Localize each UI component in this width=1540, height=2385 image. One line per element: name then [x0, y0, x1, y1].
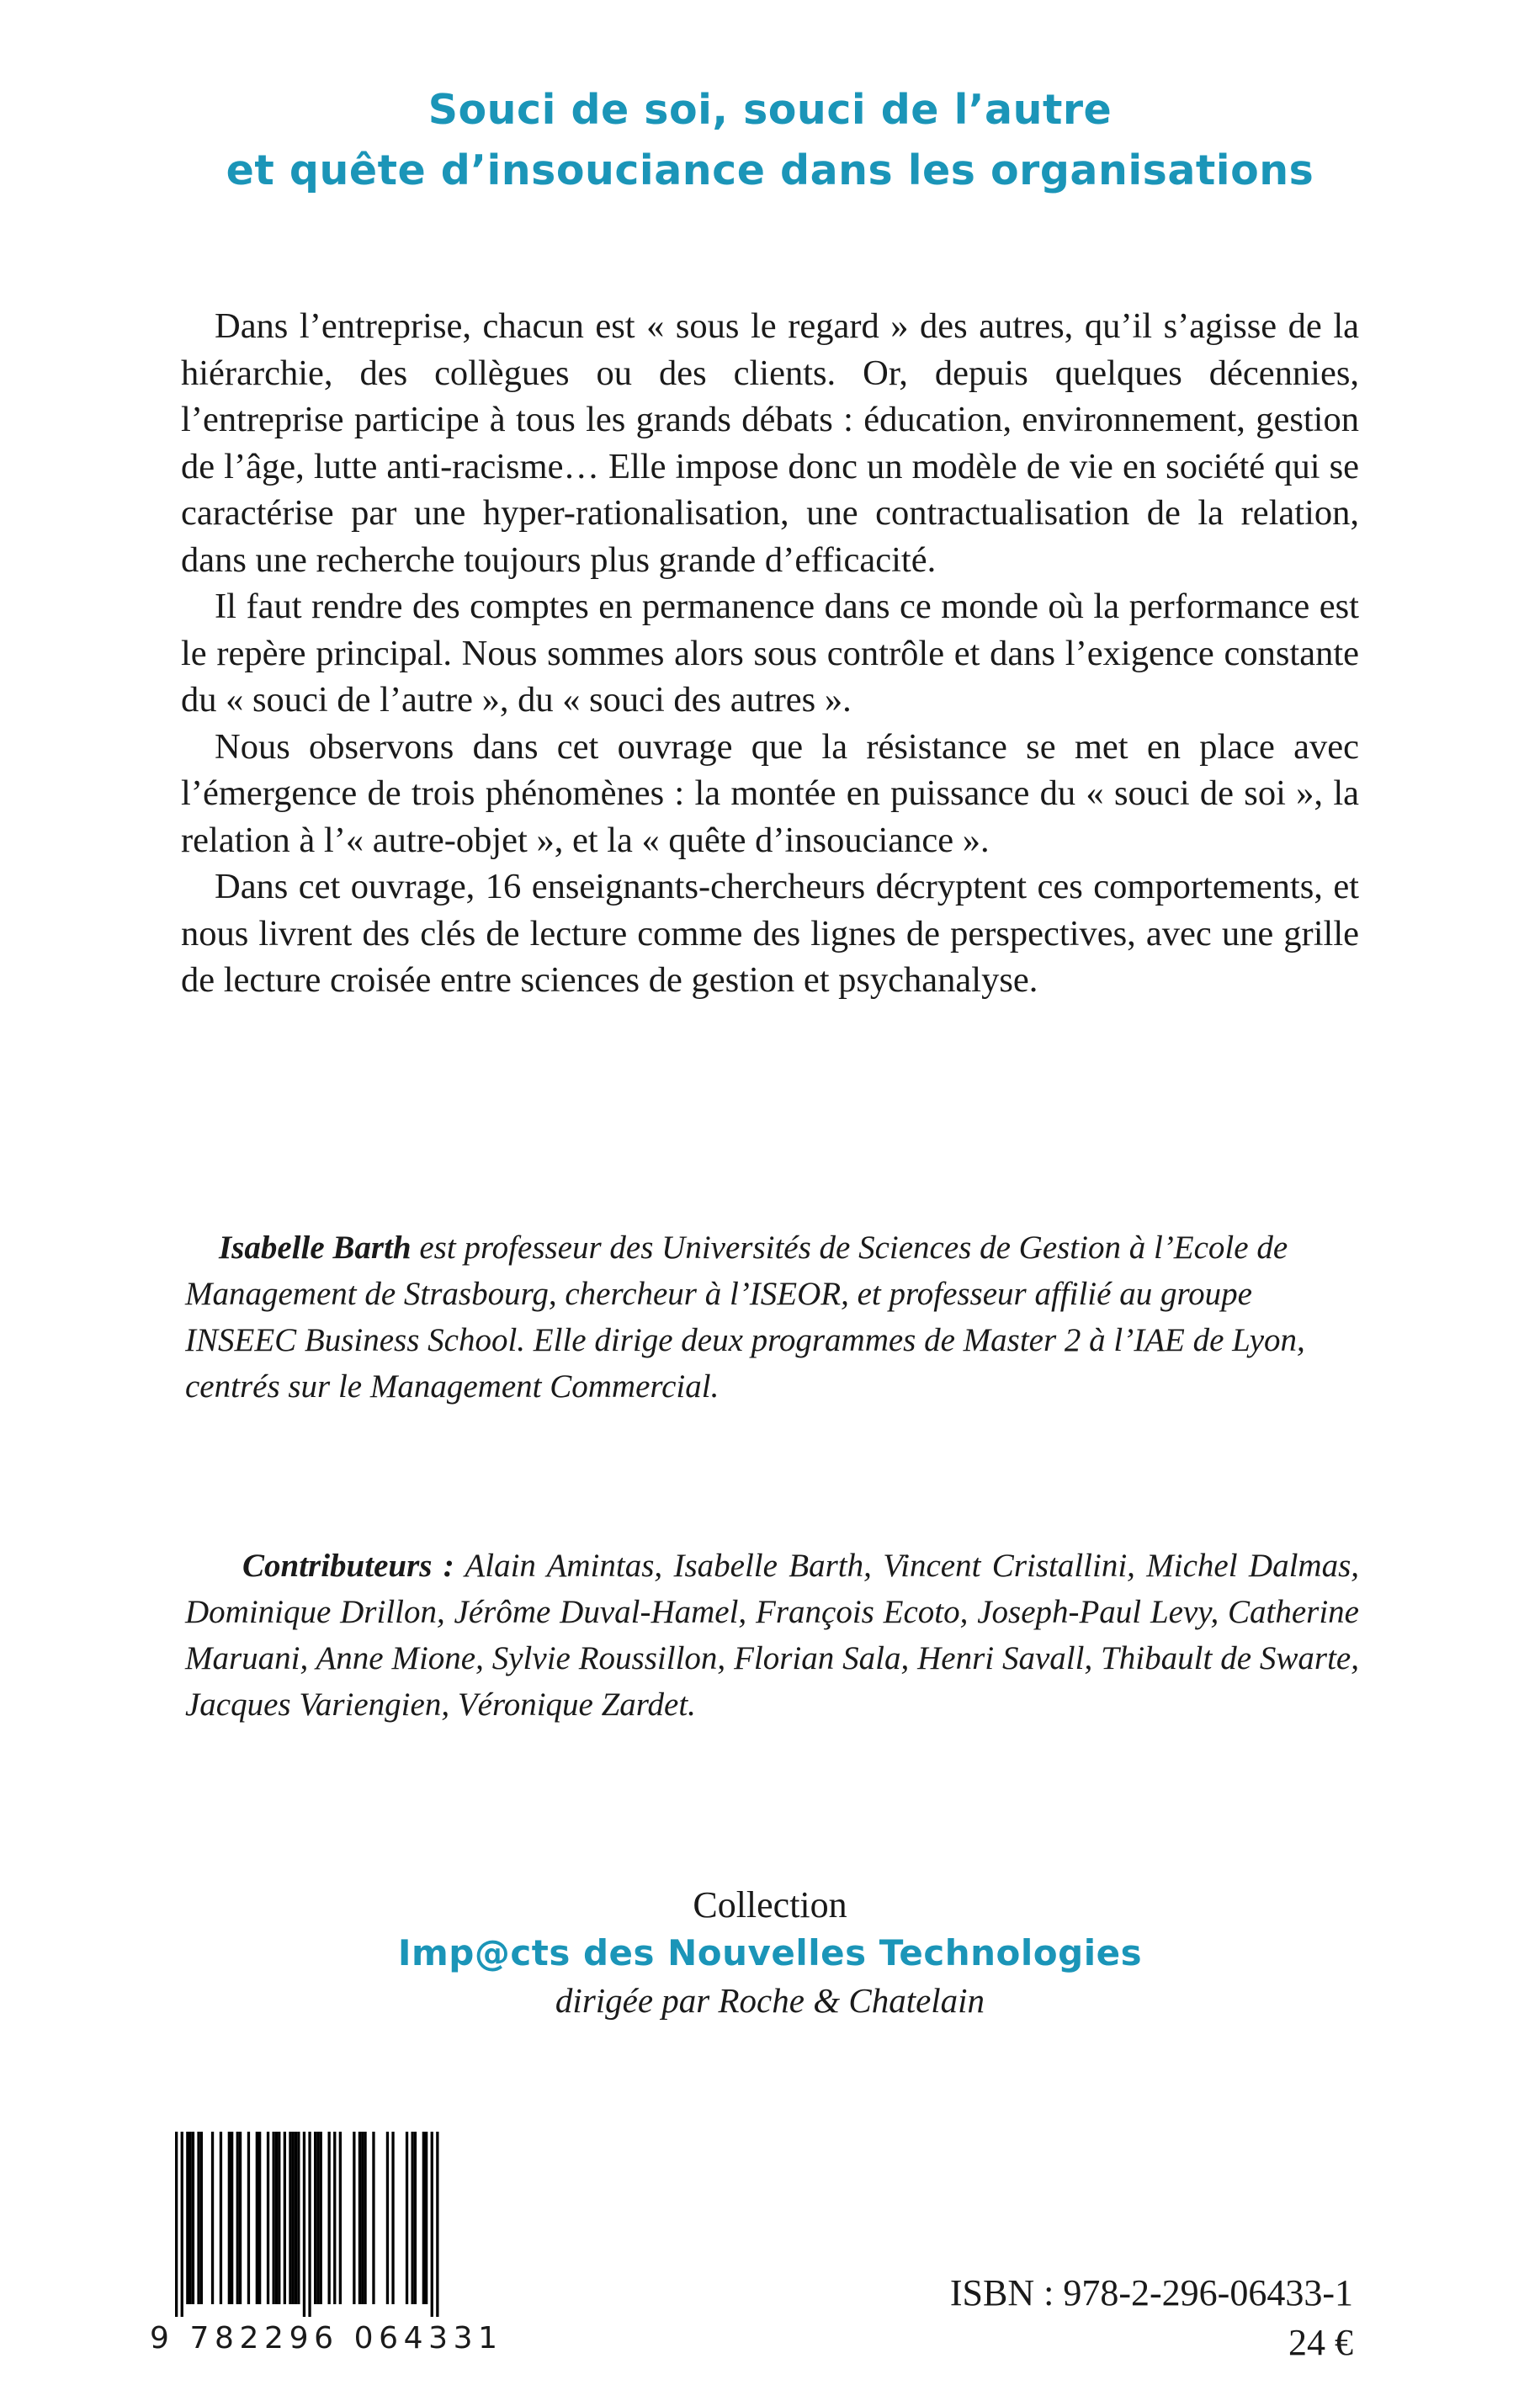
- barcode-bar: [406, 2132, 408, 2304]
- barcode-bar: [391, 2132, 394, 2304]
- summary-paragraph: Dans cet ouvrage, 16 enseignants-chercheurs décryptent ces comportements, et nous livrent des clés de lecture comme des lignes de perspectives, avec une grille de lecture croisée entre sciences de gestion et psychanalyse.: [181, 867, 1359, 1000]
- barcode-bar: [314, 2132, 316, 2304]
- summary-paragraph: Nous observons dans cet ouvrage que la résistance se met en place avec l’émergence de trois phénomènes : la montée en puissance du « souci de soi », la relation à l’« autre-objet », et la « quête d’insouciance ».: [181, 726, 1359, 860]
- barcode-bar: [284, 2132, 286, 2304]
- collection-label: Collection: [693, 1884, 847, 1926]
- barcode-bar: [431, 2132, 433, 2317]
- contributors-paragraph: [185, 1543, 1359, 1728]
- barcode-bar: [200, 2132, 203, 2304]
- barcode-bar: [239, 2132, 242, 2304]
- barcode-bar: [316, 2132, 319, 2304]
- contributors-label: Contributeurs :: [242, 1548, 454, 1584]
- contributors-names: Alain Amintas, Isabelle Barth, Vincent Cristallini, Michel Dalmas, Dominique Drillon, Jérôme Duval-Hamel, François Ecoto, Joseph-Paul Levy, Catherine Maruani, Anne Mione, Sylvie Roussillon, Florian Sala, Henri Savall, Thibault de Swarte, Jacques Variengien, Véronique Zardet.: [185, 1548, 1360, 1723]
- collection-director: dirigée par Roche & Chatelain: [555, 1981, 985, 2020]
- barcode-bar: [192, 2132, 194, 2304]
- barcode-bar: [292, 2132, 295, 2304]
- barcode-digits: 9 782296 064331: [150, 2321, 503, 2356]
- barcode-bar: [320, 2132, 322, 2304]
- book-title: [0, 80, 1540, 201]
- barcode-bar: [267, 2132, 269, 2304]
- author-bio-paragraph: [185, 1224, 1359, 1410]
- price: 24 €: [1288, 2322, 1353, 2363]
- barcode-bar: [231, 2132, 233, 2304]
- barcode-bar: [361, 2132, 364, 2304]
- contributors-block: [185, 1543, 1359, 1728]
- author-bio-text: est professeur des Universités de Sciences de Gestion à l’Ecole de Management de Strasbourg, chercheur à l’ISEOR, et professeur affilié au groupe INSEEC Business School. Elle dirige deux programmes de Master 2 à l’IAE de Lyon, centrés sur le Management Commercial.: [185, 1230, 1305, 1405]
- author-name: Isabelle Barth: [219, 1230, 412, 1266]
- barcode-bar: [181, 2132, 183, 2317]
- barcode-bar: [297, 2132, 300, 2304]
- barcode-bar: [414, 2132, 417, 2304]
- barcode-bar: [220, 2132, 222, 2304]
- barcode-bar: [258, 2132, 261, 2304]
- barcode-bar: [247, 2132, 250, 2304]
- barcode-bar: [412, 2132, 414, 2304]
- barcode-bar: [328, 2132, 331, 2304]
- barcode-bar: [422, 2132, 425, 2304]
- barcode-bar: [273, 2132, 275, 2304]
- barcode-bar: [278, 2132, 280, 2304]
- barcode-bar: [372, 2132, 374, 2304]
- barcode-bar: [175, 2132, 178, 2317]
- author-bio: [185, 1224, 1359, 1410]
- barcode-bar: [303, 2132, 305, 2317]
- barcode-bar: [236, 2132, 239, 2304]
- barcode-bars: [150, 2132, 466, 2317]
- barcode-bar: [197, 2132, 199, 2304]
- barcode-bar: [189, 2132, 192, 2304]
- barcode-bar: [308, 2132, 311, 2317]
- barcode-bar: [358, 2132, 361, 2304]
- collection-series-name: Imp@cts des Nouvelles Technologies: [397, 1932, 1143, 1973]
- barcode-bar: [211, 2132, 214, 2304]
- barcode-bar: [339, 2132, 342, 2304]
- barcode-bar: [333, 2132, 336, 2304]
- barcode-bar: [228, 2132, 231, 2304]
- collection-block: [0, 1882, 1540, 2023]
- barcode-bar: [386, 2132, 389, 2304]
- barcode-bar: [364, 2132, 366, 2304]
- book-title-line-1: Souci de soi, souci de l’autre: [427, 86, 1113, 134]
- isbn: ISBN : 978-2-296-06433-1: [949, 2272, 1353, 2313]
- barcode-bar: [256, 2132, 258, 2304]
- barcode-bar: [295, 2132, 297, 2304]
- barcode-bar: [425, 2132, 427, 2304]
- summary-paragraph: Dans l’entreprise, chacun est « sous le regard » des autres, qu’il s’agisse de la hiérarchie, des collègues ou des clients. Or, depuis quelques décennies, l’entreprise participe à tous les grands débats : éducation, environnement, gestion de l’âge, lutte anti-racisme… Elle impose donc un modèle de vie en société qui se caractérise par une hyper-rationalisation, une contractualisation de la relation, dans une recherche toujours plus grande d’efficacité.: [181, 306, 1359, 580]
- barcode-bar: [436, 2132, 438, 2317]
- barcode-bar: [289, 2132, 291, 2304]
- summary-text: [181, 303, 1359, 1004]
- book-title-line-2: et quête d’insouciance dans les organisations: [226, 146, 1314, 194]
- barcode-bar: [275, 2132, 278, 2304]
- barcode-bar: [353, 2132, 355, 2304]
- barcode-bar: [186, 2132, 189, 2304]
- summary-paragraph: Il faut rendre des comptes en permanence dans ce monde où la performance est le repère principal. Nous sommes alors sous contrôle et dans l’exigence constante du « souci de l’autre », du « souci des autres ».: [181, 587, 1359, 720]
